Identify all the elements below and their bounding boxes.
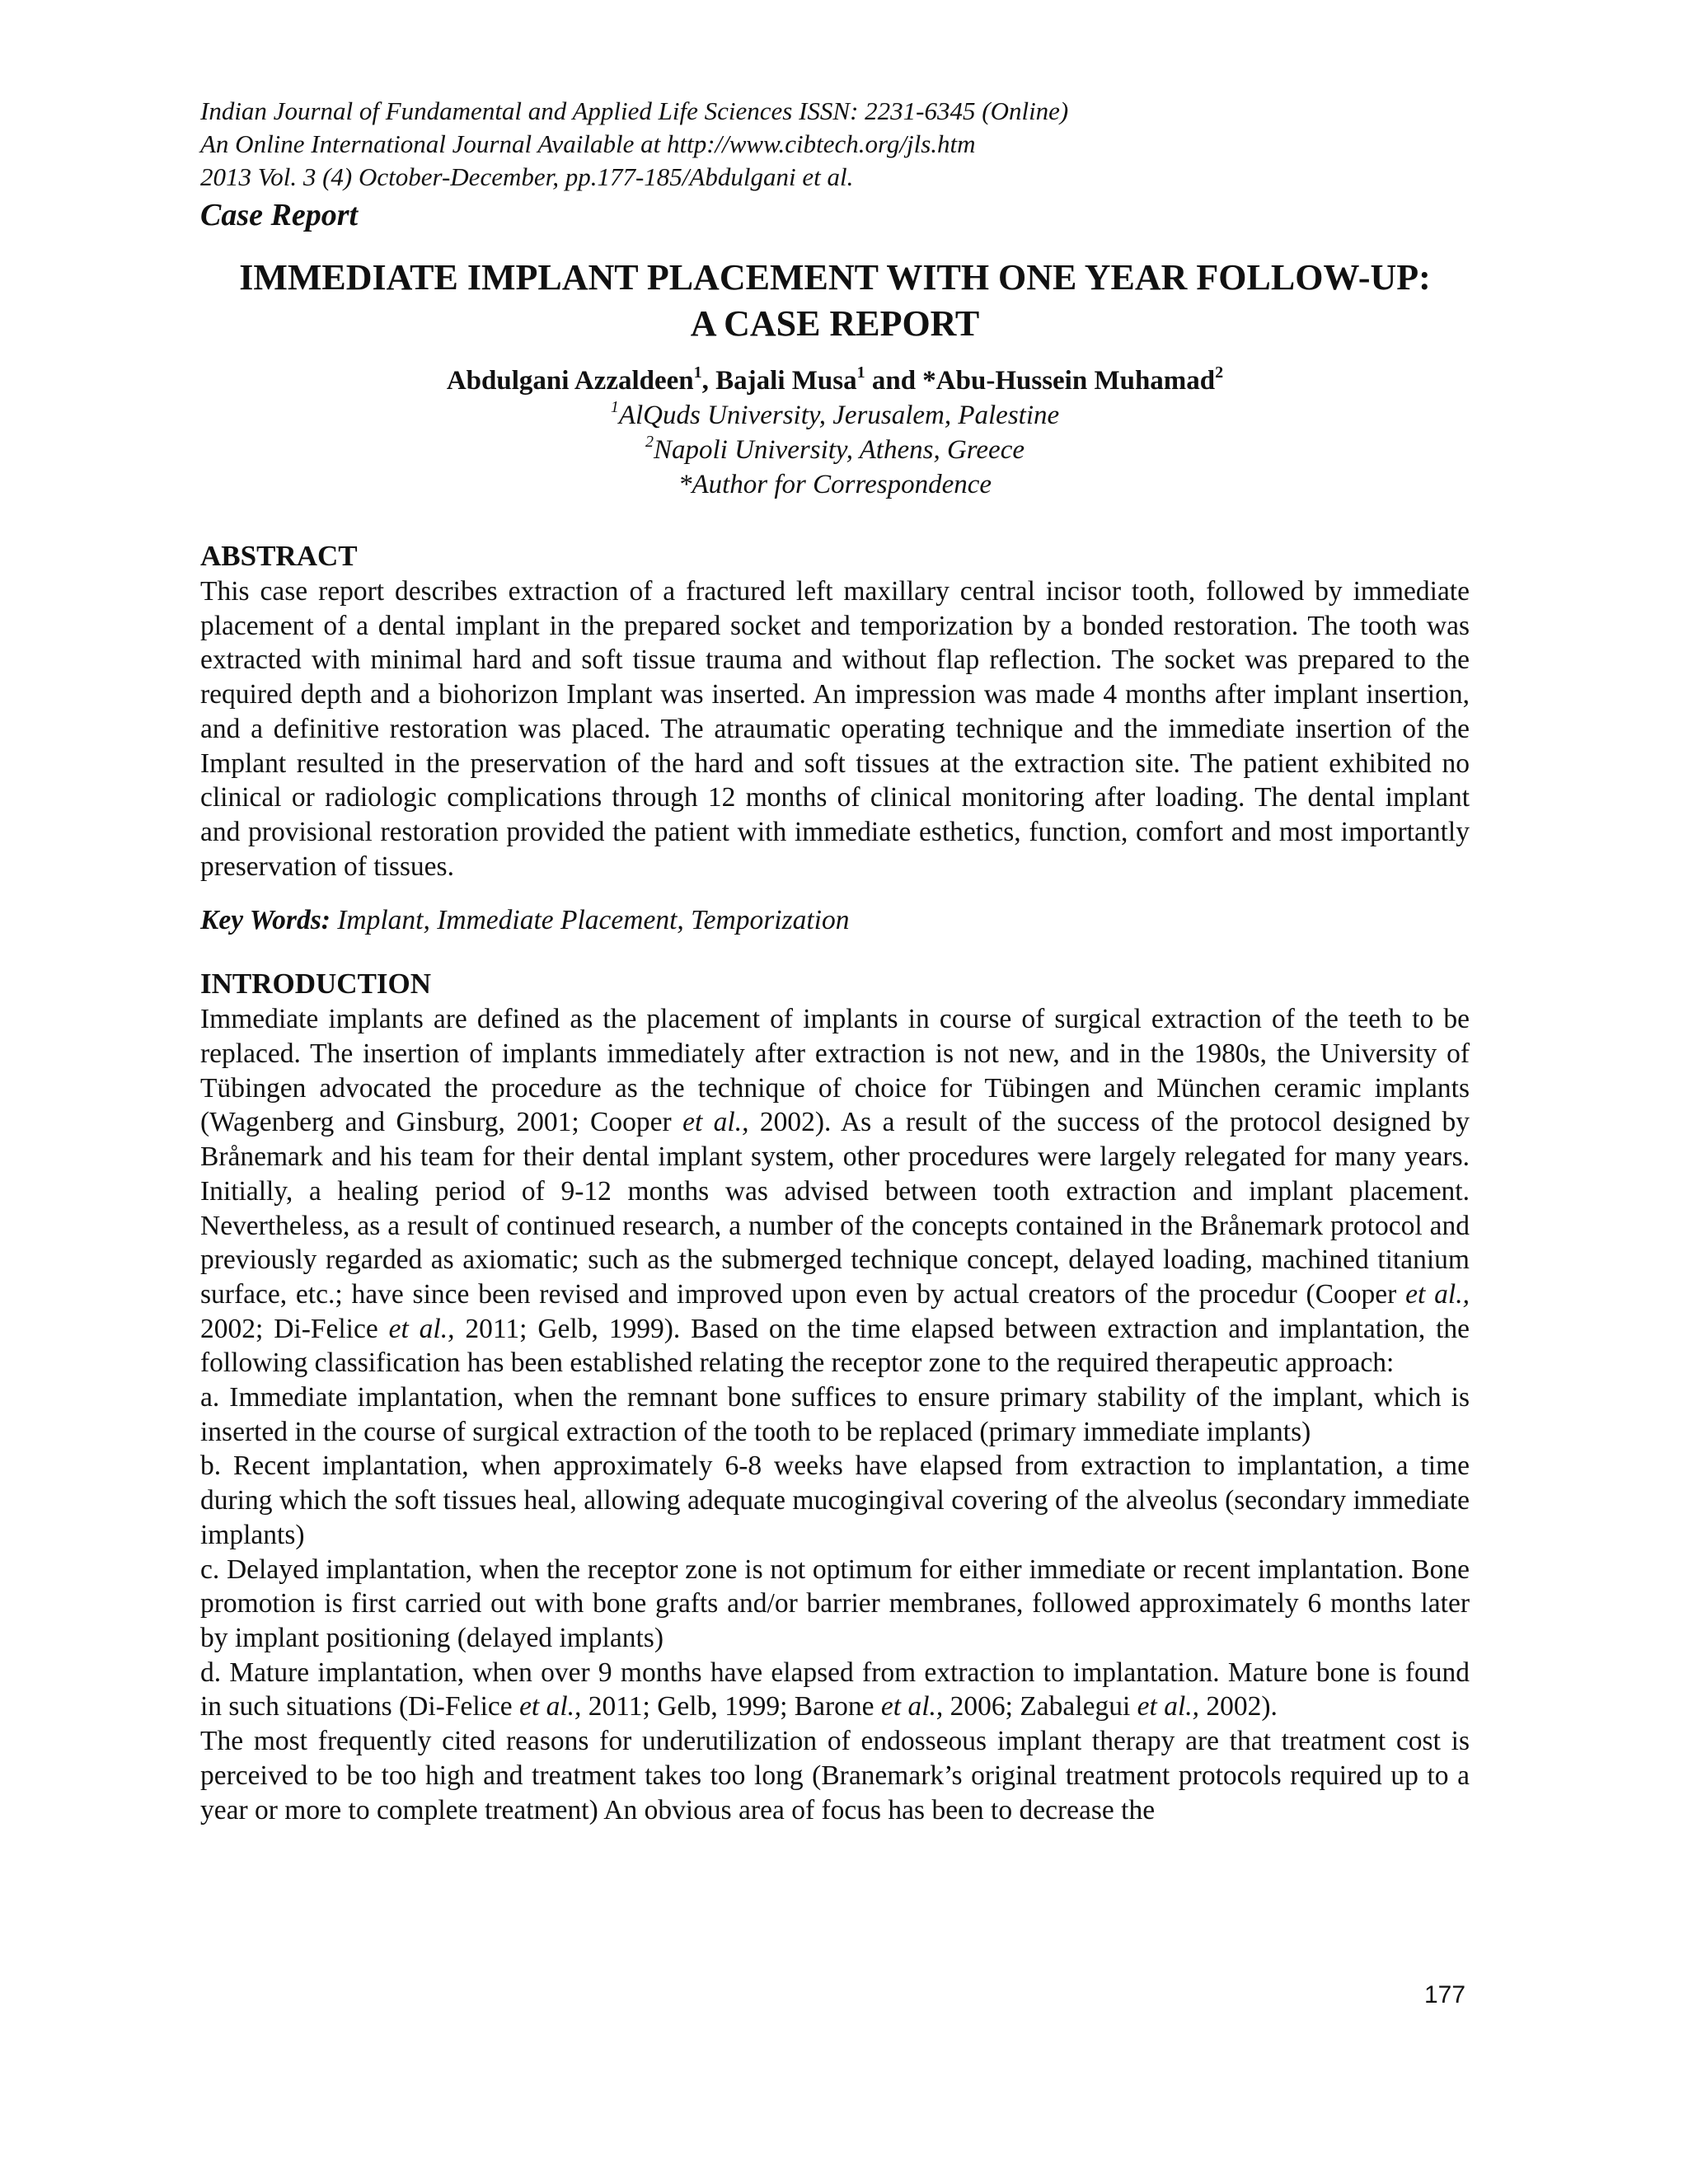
journal-header-line1: Indian Journal of Fundamental and Applied Life Sciences ISSN: 2231-6345 (Online) [200, 96, 1069, 125]
intro-text-segment: 2011; Gelb, 1999). Based on the time elapsed between extraction and implantation, the following classification has been established relating the receptor zone to the required therapeutic approach: [200, 1313, 1470, 1379]
journal-header-line2: An Online International Journal Available at http://www.cibtech.org/jls.htm [200, 129, 976, 158]
list-item-c: c. Delayed implantation, when the receptor zone is not optimum for either immediate or recent implantation. Bone promotion is first carried out with bone grafts and/or barrier membranes, followed approximately 6 months later by implant positioning (delayed implants) [200, 1554, 1470, 1653]
introduction-paragraph-1 [200, 1002, 1470, 1380]
affiliation-1 [200, 398, 1470, 433]
abstract-text: This case report describes extraction of a fractured left maxillary central incisor tooth, followed by immediate placement of a dental implant in the prepared socket and temporization by a bonded restoration. The tooth was extracted with minimal hard and soft tissue trauma and without flap reflection. The socket was prepared to the required depth and a biohorizon Implant was inserted. An impression was made 4 months after implant insertion, and a definitive restoration was placed. The atraumatic operating technique and the immediate insertion of the Implant resulted in the preservation of the hard and soft tissues at the extraction site. The patient exhibited no clinical or radiologic complications through 12 months of clinical monitoring after loading. The dental implant and provisional restoration provided the patient with immediate esthetics, function, comfort and most importantly preservation of tissues. [200, 576, 1470, 882]
keywords [200, 903, 1470, 938]
article-type: Case Report [200, 198, 359, 232]
intro-text-segment: Immediate implants are defined as the placement of implants in course of surgical extraction of the teeth to be replaced. The insertion of implants immediately after extraction is not new, and in the 1980s, the University of Tübingen advocated the procedure as the technique of choice for Tübingen and München ceramic implants (Wagenberg and Ginsburg, 2001; Cooper [200, 1004, 1470, 1138]
introduction-heading: INTRODUCTION [200, 968, 432, 1001]
author-list [200, 363, 1470, 398]
affiliation-1-text: AlQuds University, Jerusalem, Palestine [618, 401, 1060, 430]
intro-text-segment: 2002). As a result of the success of the protocol designed by Brånemark and his team for their dental implant system, other procedures were largely relegated for many years. Initially, a healing period of 9-12 months was advised between tooth extraction and implant placement. Nevertheless, as a result of continued research, a number of the concepts contained in the Brånemark protocol and previously regarded as axiomatic; such as the submerged technique concept, delayed loading, machined titanium surface, etc.; have since been revised and improved upon even by actual creators of the procedur (Cooper [200, 1107, 1470, 1310]
author-1-affil: 1 [693, 363, 702, 382]
introduction-paragraph-2: The most frequently cited reasons for underutilization of endosseous implant therapy are that treatment cost is perceived to be too high and treatment takes too long (Branemark’s original treatment protocols required up to a year or more to complete treatment) An obvious area of focus has been to decrease the [200, 1726, 1470, 1825]
affiliation-2-mark: 2 [645, 433, 654, 451]
keywords-label: Key Words: [200, 905, 331, 936]
title-line-1: IMMEDIATE IMPLANT PLACEMENT WITH ONE YEAR FOLLOW-UP: [239, 257, 1431, 298]
et-al: et al., [388, 1313, 455, 1344]
journal-header-line3: 2013 Vol. 3 (4) October-December, pp.177-185/Abdulgani et al. [200, 162, 854, 191]
author-2: , Bajali Musa [701, 366, 857, 396]
author-3-affil: 2 [1215, 363, 1224, 382]
correspondence-note: *Author for Correspondence [678, 470, 992, 499]
page-number: 177 [1424, 1981, 1466, 2008]
et-al: et al., [1137, 1691, 1199, 1722]
author-2-affil: 1 [856, 363, 865, 382]
et-al: et al., [682, 1107, 749, 1138]
et-al: et al., [1405, 1278, 1470, 1310]
item-d-segment: 2006; Zabalegui [943, 1691, 1137, 1722]
keywords-text: Implant, Immediate Placement, Temporization [330, 905, 850, 936]
list-item-d [200, 1656, 1470, 1724]
item-d-segment: d. Mature implantation, when over 9 months have elapsed from extraction to implantation. Mature bone is found in such situations (Di-Felice [200, 1657, 1470, 1722]
item-d-segment: 2002). [1199, 1691, 1278, 1722]
list-item-a: a. Immediate implantation, when the remnant bone suffices to ensure primary stability of the implant, which is inserted in the course of surgical extraction of the tooth to be replaced (primary immediate implants) [200, 1382, 1470, 1447]
et-al: et al., [880, 1691, 944, 1722]
intro-text-segment: 2002; Di-Felice [200, 1313, 389, 1344]
title-line-2: A CASE REPORT [690, 303, 980, 344]
author-1: Abdulgani Azzaldeen [446, 366, 694, 396]
abstract-heading: ABSTRACT [200, 540, 358, 572]
article-title [200, 255, 1470, 347]
affiliation-2 [200, 433, 1470, 467]
affiliation-2-text: Napoli University, Athens, Greece [654, 435, 1025, 465]
affiliation-1-mark: 1 [610, 398, 619, 416]
page-content [200, 95, 1470, 1827]
item-d-segment: 2011; Gelb, 1999; Barone [581, 1691, 881, 1722]
et-al: et al., [519, 1691, 582, 1722]
list-item-b: b. Recent implantation, when approximately 6-8 weeks have elapsed from extraction to implantation, a time during which the soft tissues heal, allowing adequate mucogingival covering of the alveolus (secondary immediate implants) [200, 1451, 1470, 1550]
author-3: and *Abu-Hussein Muhamad [865, 366, 1216, 396]
